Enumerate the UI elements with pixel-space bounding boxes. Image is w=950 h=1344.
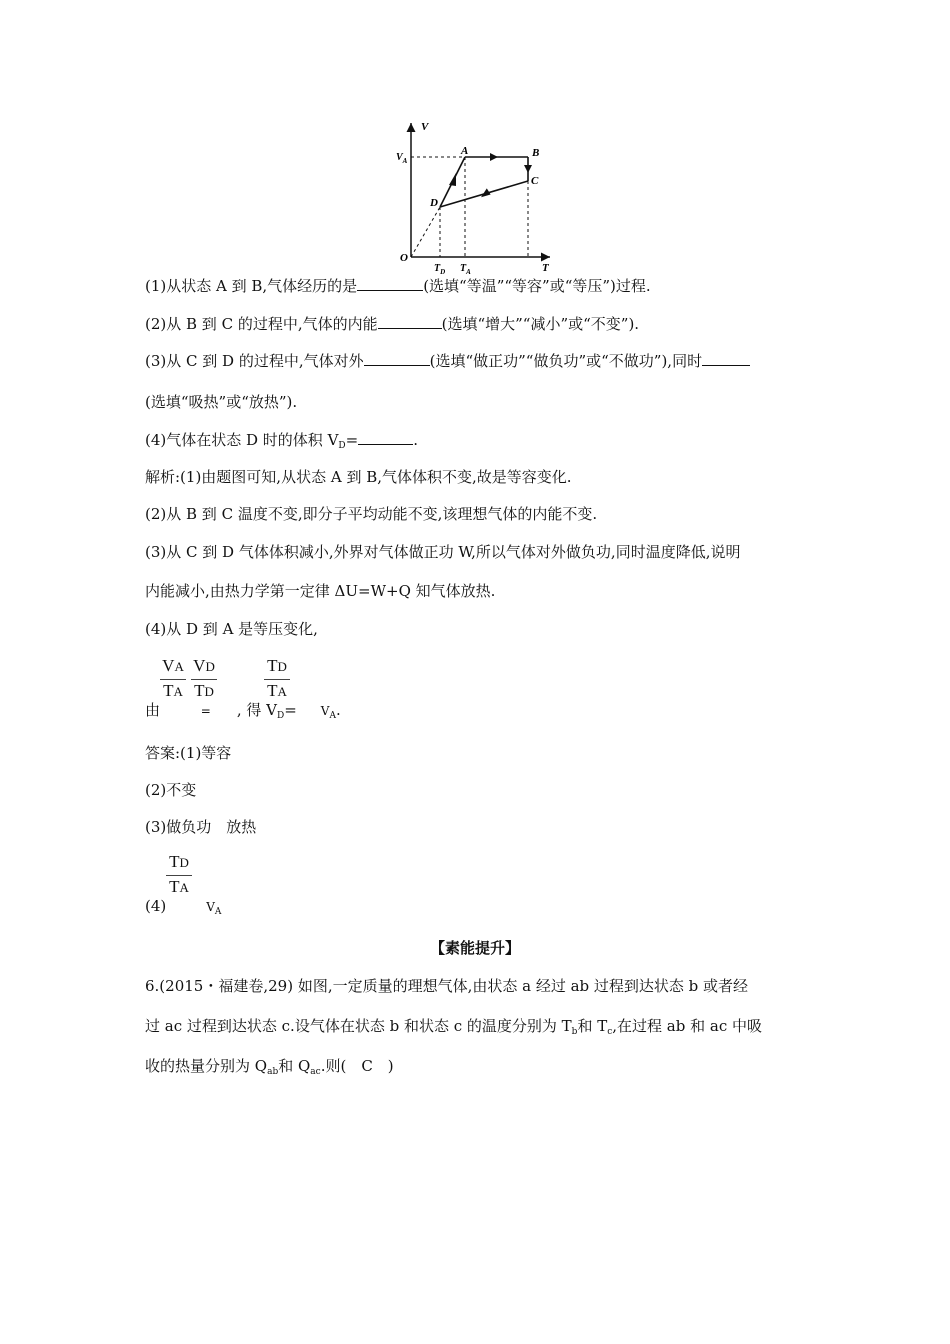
point-c-label: C — [531, 175, 539, 187]
solution-2: (2)从 B 到 C 温度不变,即分子平均动能不变,该理想气体的内能不变. — [145, 505, 598, 523]
td-label: $T_D$ — [434, 263, 446, 275]
ta-label: $T_A$ — [460, 263, 471, 275]
point-a-label: A — [461, 145, 469, 157]
solution-3a: (3)从 C 到 D 气体体积减小,外界对气体做正功 W,所以气体对外做负功,同时温度降低,说明 — [145, 543, 741, 561]
question-1: (1)从状态 A 到 B,气体经历的是 (选填“等温”“等容”或“等压”)过程. — [145, 277, 651, 295]
axis-v-label: V — [421, 121, 429, 133]
question-3: (3)从 C 到 D 的过程中,气体对外 (选填“做正功”“做负功”或“不做功”),同时 — [145, 351, 750, 371]
fraction-va-ta: $\frac{VA}{TA}$ — [160, 656, 186, 701]
origin-label: O — [400, 252, 408, 264]
va-label: $V_A$ — [396, 152, 408, 165]
section-title: 【素能提升】 — [429, 939, 520, 957]
question-6-line3: 收的热量分别为 $Q_{ab}$和 $Q_{ac}$.则( C ) — [145, 1057, 394, 1077]
question-6-line1: 6.(2015・福建卷,29) 如图,一定质量的理想气体,由状态 a 经过 ab 过程到达状态 b 或者经 — [145, 977, 749, 995]
blank-3b[interactable] — [702, 351, 750, 366]
answer-1: 答案:(1)等容 — [145, 744, 232, 762]
point-b-label: B — [532, 147, 540, 159]
answer-4: (4) $V_A$ — [145, 897, 222, 917]
solution-1: 解析:(1)由题图可知,从状态 A 到 B,气体体积不变,故是等容变化. — [145, 468, 572, 486]
question-3-cont: (选填“吸热”或“放热”). — [145, 393, 298, 411]
blank-3a[interactable] — [364, 351, 430, 366]
solution-4: (4)从 D 到 A 是等压变化, — [145, 620, 318, 638]
formula-text: 由 = , 得 $V_D= V_A$. — [145, 701, 341, 721]
point-d-label: D — [430, 197, 438, 209]
solution-3b: 内能减小,由热力学第一定律 ΔU=W+Q 知气体放热. — [145, 582, 496, 600]
blank-1[interactable] — [357, 276, 423, 291]
answer-3: (3)做负功 放热 — [145, 818, 257, 836]
fraction-td-ta: $\frac{TD}{TA}$ — [264, 656, 290, 701]
fraction-vd-td: $\frac{VD}{TD}$ — [191, 656, 217, 701]
blank-2[interactable] — [378, 314, 442, 329]
answer-4-fraction: $\frac{TD}{TA}$ — [166, 852, 192, 897]
question-2: (2)从 B 到 C 的过程中,气体的内能 (选填“增大”“减小”或“不变”). — [145, 315, 640, 333]
vt-diagram — [390, 115, 570, 275]
answer-2: (2)不变 — [145, 781, 197, 799]
question-6-line2: 过 ac 过程到达状态 c.设气体在状态 b 和状态 c 的温度分别为 $T_b$和 $T_c$,在过程 ab 和 ac 中吸 — [145, 1017, 762, 1037]
question-4: (4)气体在状态 D 时的体积 $V_D=$ . — [145, 431, 418, 451]
blank-4[interactable] — [358, 430, 413, 445]
axis-t-label: T — [542, 262, 549, 274]
